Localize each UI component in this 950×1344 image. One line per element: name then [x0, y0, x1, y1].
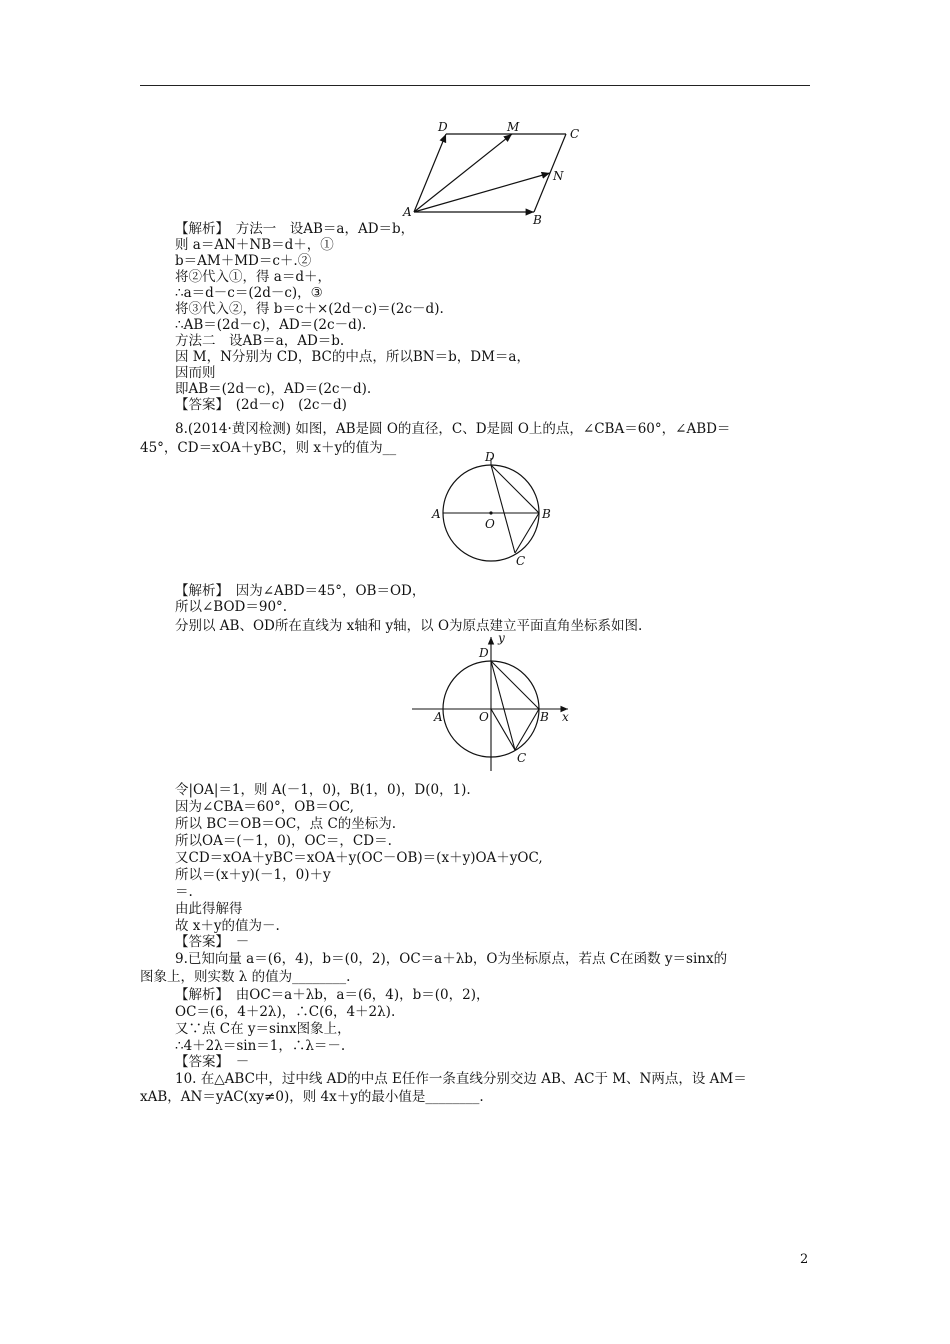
question-line: 9.已知向量 a＝(6，4)，b＝(0，2)，OC＝a＋λb，O为坐标原点，若点 C在函数 y＝sinx的	[175, 951, 728, 967]
header-rule	[140, 85, 810, 86]
label-a: A	[403, 205, 412, 219]
text-line: OC＝(6，4＋2λ)，∴C(6，4＋2λ).	[175, 1004, 396, 1020]
label-c: C	[570, 127, 580, 141]
label-a: A	[432, 507, 441, 521]
label-b: B	[540, 710, 549, 724]
text-line: 所以∠BOD＝90°.	[175, 599, 288, 615]
label-a: A	[434, 710, 443, 724]
text-line: 因为∠CBA＝60°，OB＝OC,	[175, 799, 354, 815]
text-line: 所以 BC＝OB＝OC，点 C的坐标为.	[175, 816, 397, 832]
text-line: ＝.	[175, 884, 193, 900]
text-line: 分别以 AB、OD所在直线为 x轴和 y轴，以 O为原点建立平面直角坐标系如图.	[175, 618, 643, 634]
text-line: 因 M，N分别为 CD，BC的中点，所以BN＝b，DM＝a，	[175, 349, 530, 365]
text-line: ∴4＋2λ＝sin＝1，∴λ＝－.	[175, 1038, 346, 1054]
text-line: 即AB＝(2d－c)，AD＝(2c－d).	[175, 381, 372, 397]
label-b: B	[542, 507, 551, 521]
label-b: B	[533, 213, 542, 227]
text-line: 将②代入①，得 a＝d＋，	[175, 269, 331, 285]
label-c: C	[516, 554, 526, 568]
text-line: 因而则	[175, 365, 216, 381]
text-line: 【解析】 方法一 设AB＝a，AD＝b，	[175, 221, 415, 237]
answer-line: 【答案】 －	[175, 1054, 250, 1070]
label-m: M	[507, 120, 520, 134]
answer-line: 【答案】 －	[175, 934, 250, 950]
label-n: N	[553, 169, 564, 183]
parallelogram-figure	[400, 118, 600, 228]
text-line: 又∵点 C在 y＝sinx图象上，	[175, 1021, 351, 1037]
question-line: 图象上，则实数 λ 的值为________.	[140, 969, 351, 985]
text-line: b＝AM＋MD＝c＋.②	[175, 253, 312, 269]
coordinate-circle-figure	[410, 633, 580, 773]
answer-line: 【答案】 (2d－c) (2c－d)	[175, 397, 347, 413]
page-number: 2	[800, 1252, 809, 1267]
text-line: 所以＝(x＋y)(－1，0)＋y	[175, 867, 331, 883]
question-line: 8.(2014·黄冈检测) 如图，AB是圆 O的直径，C、D是圆 O上的点，∠CBA＝60°，∠ABD＝	[175, 421, 731, 437]
question-line: 45°，CD＝xOA＋yBC，则 x＋y的值为__	[140, 440, 397, 456]
text-line: 则 a＝AN＋NB＝d＋，①	[175, 237, 334, 253]
text-line: 又CD＝xOA＋yBC＝xOA＋y(OC－OB)＝(x＋y)OA＋yOC,	[175, 850, 543, 866]
label-o: O	[485, 517, 495, 531]
text-line: 由此得解得	[175, 901, 243, 917]
label-d: D	[479, 646, 489, 660]
question-line: 10. 在△ABC中，过中线 AD的中点 E任作一条直线分别交边 AB、AC于 M、N两点，设 AM＝	[175, 1071, 747, 1087]
text-line: 故 x＋y的值为－.	[175, 918, 280, 934]
circle-figure	[428, 452, 558, 570]
label-d: D	[485, 452, 495, 464]
label-y: y	[498, 633, 505, 645]
text-line: 【解析】 因为∠ABD＝45°，OB＝OD，	[175, 583, 426, 599]
text-line: 方法二 设AB＝a，AD＝b.	[175, 333, 345, 349]
label-c: C	[517, 751, 527, 765]
text-line: ∴AB＝(2d－c)，AD＝(2c－d).	[175, 317, 367, 333]
label-x: x	[562, 710, 569, 724]
text-line: ∴a＝d－c＝(2d－c)，③	[175, 285, 323, 301]
label-d: D	[438, 120, 448, 134]
text-line: 【解析】 由OC＝a＋λb，a＝(6，4)，b＝(0，2)，	[175, 987, 490, 1003]
question-line: xAB，AN＝yAC(xy≠0)，则 4x＋y的最小值是________.	[140, 1089, 484, 1105]
text-line: 所以OA＝(－1，0)，OC＝，CD＝.	[175, 833, 392, 849]
text-line: 将③代入②，得 b＝c＋×(2d－c)＝(2c－d).	[175, 301, 444, 317]
label-o: O	[479, 710, 489, 724]
text-line: 令|OA|＝1，则 A(－1，0)，B(1，0)，D(0，1).	[175, 782, 471, 798]
